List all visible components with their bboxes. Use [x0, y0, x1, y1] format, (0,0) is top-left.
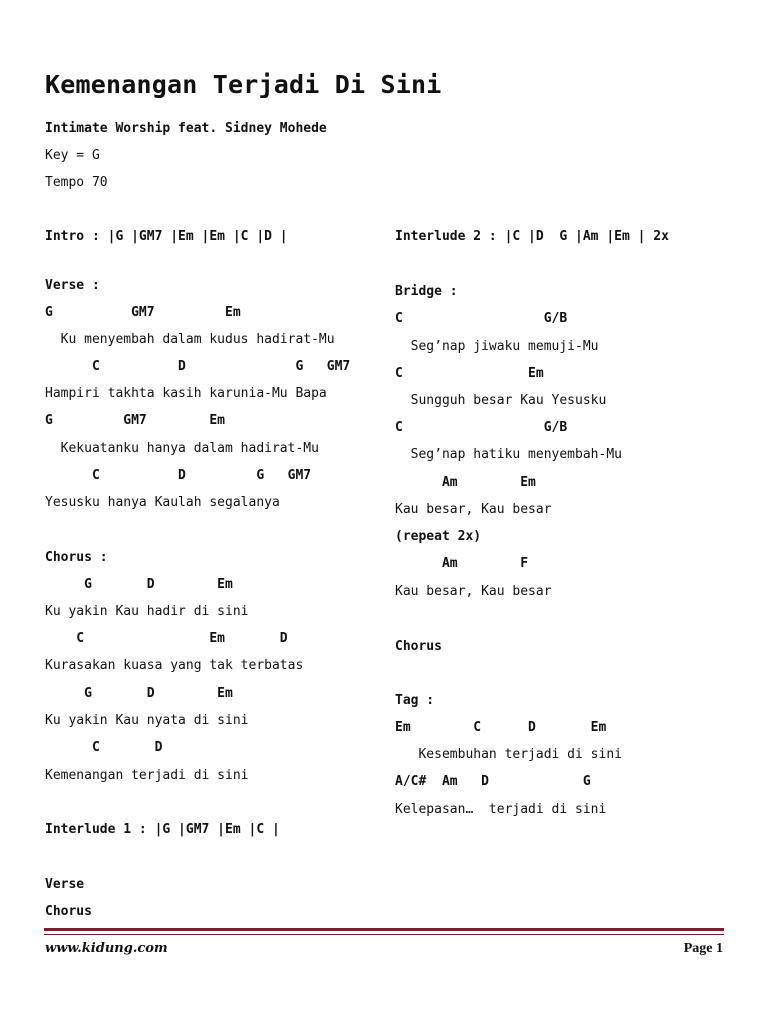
lyric-line: Kesembuhan terjadi di sini	[395, 747, 622, 762]
lyric-line: Seg’nap jiwaku memuji-Mu	[395, 339, 599, 354]
chord-line: C G/B	[395, 420, 568, 435]
lyric-line: Kelepasan… terjadi di sini	[395, 802, 607, 817]
chord-line: C D G GM7	[45, 359, 351, 374]
chorus-repeat-label: Chorus	[45, 904, 92, 919]
interlude1-line: Interlude 1 : |G |GM7 |Em |C |	[45, 822, 280, 837]
verse-repeat-label: Verse	[45, 877, 85, 892]
intro-line: Intro : |G |GM7 |Em |Em |C |D |	[45, 229, 288, 244]
interlude2-line: Interlude 2 : |C |D G |Am |Em | 2x	[395, 229, 669, 244]
chord-line: G GM7 Em	[45, 413, 226, 428]
lyric-line: Hampiri takhta kasih karunia-Mu Bapa	[45, 386, 327, 401]
artist-line: Intimate Worship feat. Sidney Mohede	[45, 121, 327, 136]
lyric-line: Yesusku hanya Kaulah segalanya	[45, 495, 280, 510]
chord-line: Em C D Em	[395, 720, 607, 735]
chord-line: C D G GM7	[45, 468, 312, 483]
lyric-line: Seg’nap hatiku menyembah-Mu	[395, 447, 622, 462]
lyric-line: Kau besar, Kau besar	[395, 584, 552, 599]
footer-site-link[interactable]: www.kidung.com	[45, 941, 168, 956]
key-line: Key = G	[45, 148, 100, 163]
lyric-line: Kemenangan terjadi di sini	[45, 768, 249, 783]
page-number: Page 1	[683, 941, 723, 956]
lyric-line: Kau besar, Kau besar	[395, 502, 552, 517]
repeat-note: (repeat 2x)	[395, 529, 482, 544]
verse-label: Verse :	[45, 278, 100, 293]
chord-line: A/C# Am D G	[395, 774, 591, 789]
chord-line: C Em	[395, 366, 544, 381]
lyric-line: Sungguh besar Kau Yesusku	[395, 393, 607, 408]
chord-line: C G/B	[395, 311, 568, 326]
song-title: Kemenangan Terjadi Di Sini	[45, 70, 442, 99]
chord-line: G D Em	[45, 686, 233, 701]
chord-line: G D Em	[45, 577, 233, 592]
footer-divider-thin	[44, 934, 724, 935]
chord-line: Am Em	[395, 475, 536, 490]
bridge-label: Bridge :	[395, 284, 458, 299]
chorus-label: Chorus :	[45, 550, 108, 565]
chord-line: C Em D	[45, 631, 288, 646]
tag-label: Tag :	[395, 693, 435, 708]
footer-divider	[44, 928, 724, 931]
lyric-line: Kekuatanku hanya dalam hadirat-Mu	[45, 441, 319, 456]
chord-line: G GM7 Em	[45, 305, 241, 320]
lyric-line: Kurasakan kuasa yang tak terbatas	[45, 658, 304, 673]
lyric-line: Ku menyembah dalam kudus hadirat-Mu	[45, 332, 335, 347]
lyric-line: Ku yakin Kau hadir di sini	[45, 604, 249, 619]
lyric-line: Ku yakin Kau nyata di sini	[45, 713, 249, 728]
tempo-line: Tempo 70	[45, 175, 108, 190]
chord-line: Am F	[395, 556, 529, 571]
chorus-repeat-label-right: Chorus	[395, 639, 442, 654]
chord-line: C D	[45, 740, 163, 755]
